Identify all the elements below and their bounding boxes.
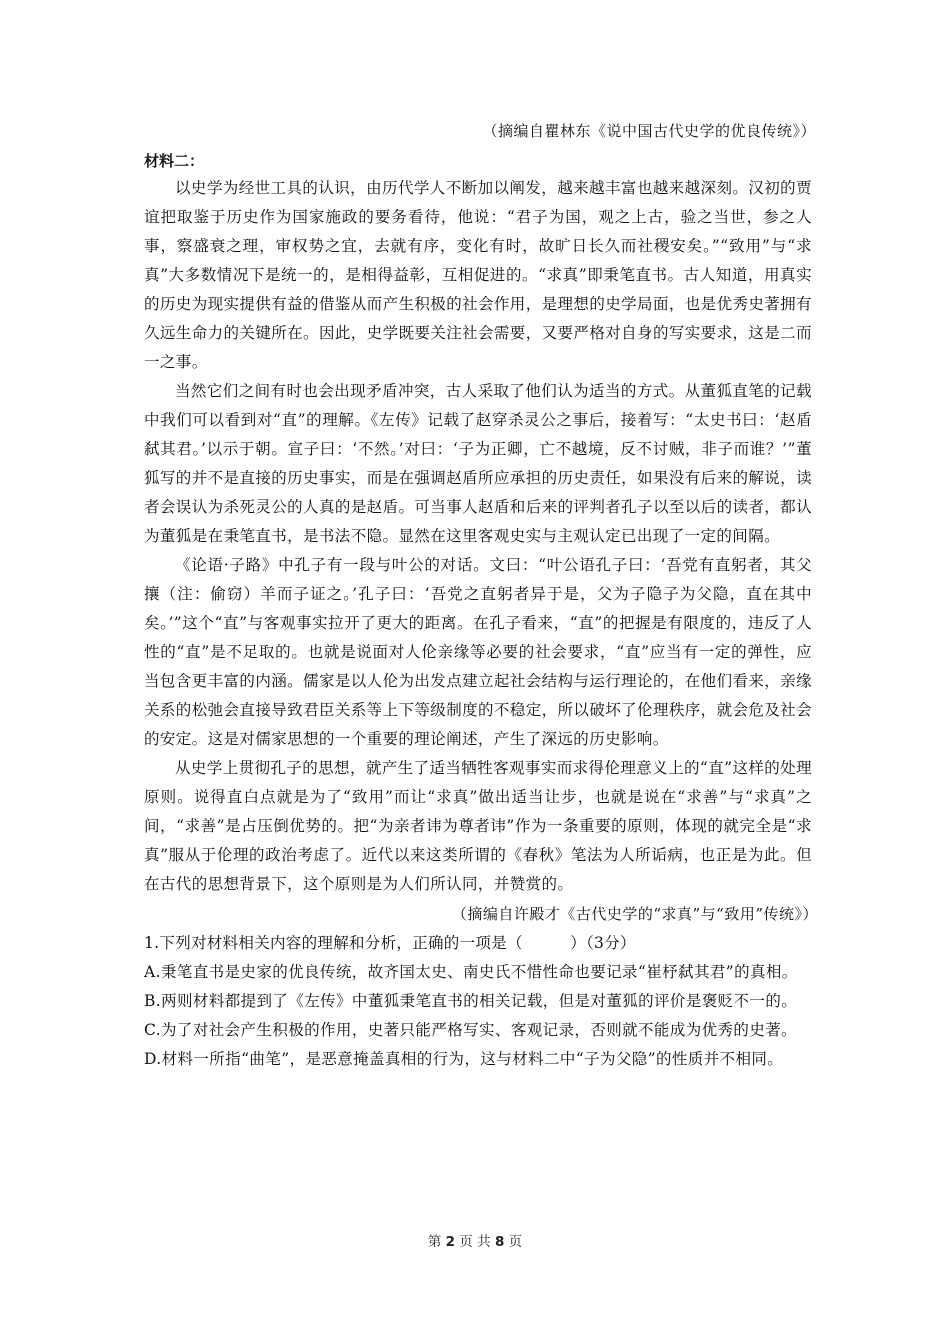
footer-total-pages: 8 <box>494 1234 505 1250</box>
option-c: C.为了对社会产生积极的作用，史著只能严格写实、客观记录，否则就不能成为优秀的史著。 <box>144 1021 798 1039</box>
material-two-paragraph: 从史学上贯彻孔子的思想，就产生了适当牺牲客观事实而求得伦理意义上的“直”这样的处理原则。说得直白点就是为了“致用”而让“求真”做出适当让步，也就是说在“求善”与“求真”之间，“求善”是占压倒优势的。把“为亲者讳为尊者讳”作为一条重要的原则，体现的就完全是“求真”服从于伦理的政治考虑了。近代以来这类所谓的《春秋》笔法为人所诟病，也正是为此。但在古代的思想背景下，这个原则是为人们所认同，并赞赏的。 <box>144 759 812 893</box>
material-two-heading: 材料二： <box>144 152 205 170</box>
material-two-paragraph: 以史学为经世工具的认识，由历代学人不断加以阐发，越来越丰富也越来越深刻。汉初的贾谊把取鉴于历史作为国家施政的要务看待，他说：“君子为国，观之上古，验之当世，参之人事，察盛衰之理，审权势之宜，去就有序，变化有时，故旷日长久而社稷安矣。”“致用”与“求真”大多数情况下是统一的，是相得益彰，互相促进的。“求真”即秉笔直书。古人知道，用真实的历史为现实提供有益的借鉴从而产生积极的社会作用，是理想的史学局面，也是优秀史著拥有久远生命力的关键所在。因此，史学既要关注社会需要，又要严格对自身的写实要求，这是二而一之事。 <box>144 179 812 371</box>
option-a: A.秉笔直书是史家的优良传统，故齐国太史、南史氏不惜性命也要记录“崔杼弑其君”的真相。 <box>144 963 798 981</box>
footer-suffix: 页 <box>508 1234 523 1250</box>
option-d: D.材料一所指“曲笔”，是恶意掩盖真相的行为，这与材料二中“子为父隐”的性质并不相同。 <box>144 1050 784 1068</box>
exam-page-body <box>144 118 818 1074</box>
material-one-source: （摘编自瞿林东《说中国古代史学的优良传统》） <box>482 122 816 140</box>
footer-prefix: 第 <box>427 1234 442 1250</box>
page-footer <box>0 1232 950 1252</box>
material-two-paragraph: 《论语·子路》中孔子有一段与叶公的对话。文曰：“叶公语孔子曰：‘吾党有直躬者，其父攘（注：偷窃）羊而子证之。’孔子曰：‘吾党之直躬者异于是，父为子隐子为父隐，直在其中矣。’”这个“直”与客观事实拉开了更大的距离。在孔子看来，“直”的把握是有限度的，违反了人性的“直”是不足取的。也就是说面对人伦亲缘等必要的社会要求，“直”应当有一定的弹性，应当包含更丰富的内涵。儒家是以人伦为出发点建立起社会结构与运行理论的，在他们看来，亲缘关系的松弛会直接导致君臣关系等上下等级制度的不稳定，所以破坏了伦理秩序，就会危及社会的安定。这是对儒家思想的一个重要的理论阐述，产生了深远的历史影响。 <box>144 556 812 748</box>
material-two-paragraph: 当然它们之间有时也会出现矛盾冲突，古人采取了他们认为适当的方式。从董狐直笔的记载中我们可以看到对“直”的理解。《左传》记载了赵穿杀灵公之事后，接着写：“太史书曰：‘赵盾弑其君。’以示于朝。宣子曰：‘不然。’对曰：‘子为正卿，亡不越境，反不讨贼，非子而谁？’”董狐写的并不是直接的历史事实，而是在强调赵盾所应承担的历史责任，如果没有后来的解说，读者会误认为杀死灵公的人真的是赵盾。可当事人赵盾和后来的评判者孔子以至以后的读者，都认为董狐是在秉笔直书，是书法不隐。显然在这里客观史实与主观认定已出现了一定的间隔。 <box>144 382 812 545</box>
footer-middle: 页 共 <box>459 1234 491 1250</box>
option-b: B.两则材料都提到了《左传》中董狐秉笔直书的相关记载，但是对董狐的评价是褒贬不一的。 <box>144 992 798 1010</box>
material-two-section <box>144 148 818 927</box>
question-1 <box>144 929 812 1074</box>
question-stem: 1.下列对材料相关内容的理解和分析，正确的一项是（ ）（3分） <box>144 934 636 952</box>
footer-current-page: 2 <box>445 1234 456 1250</box>
material-two-source: （摘编自许殿才《古代史学的“求真”与“致用”传统》） <box>451 905 818 923</box>
